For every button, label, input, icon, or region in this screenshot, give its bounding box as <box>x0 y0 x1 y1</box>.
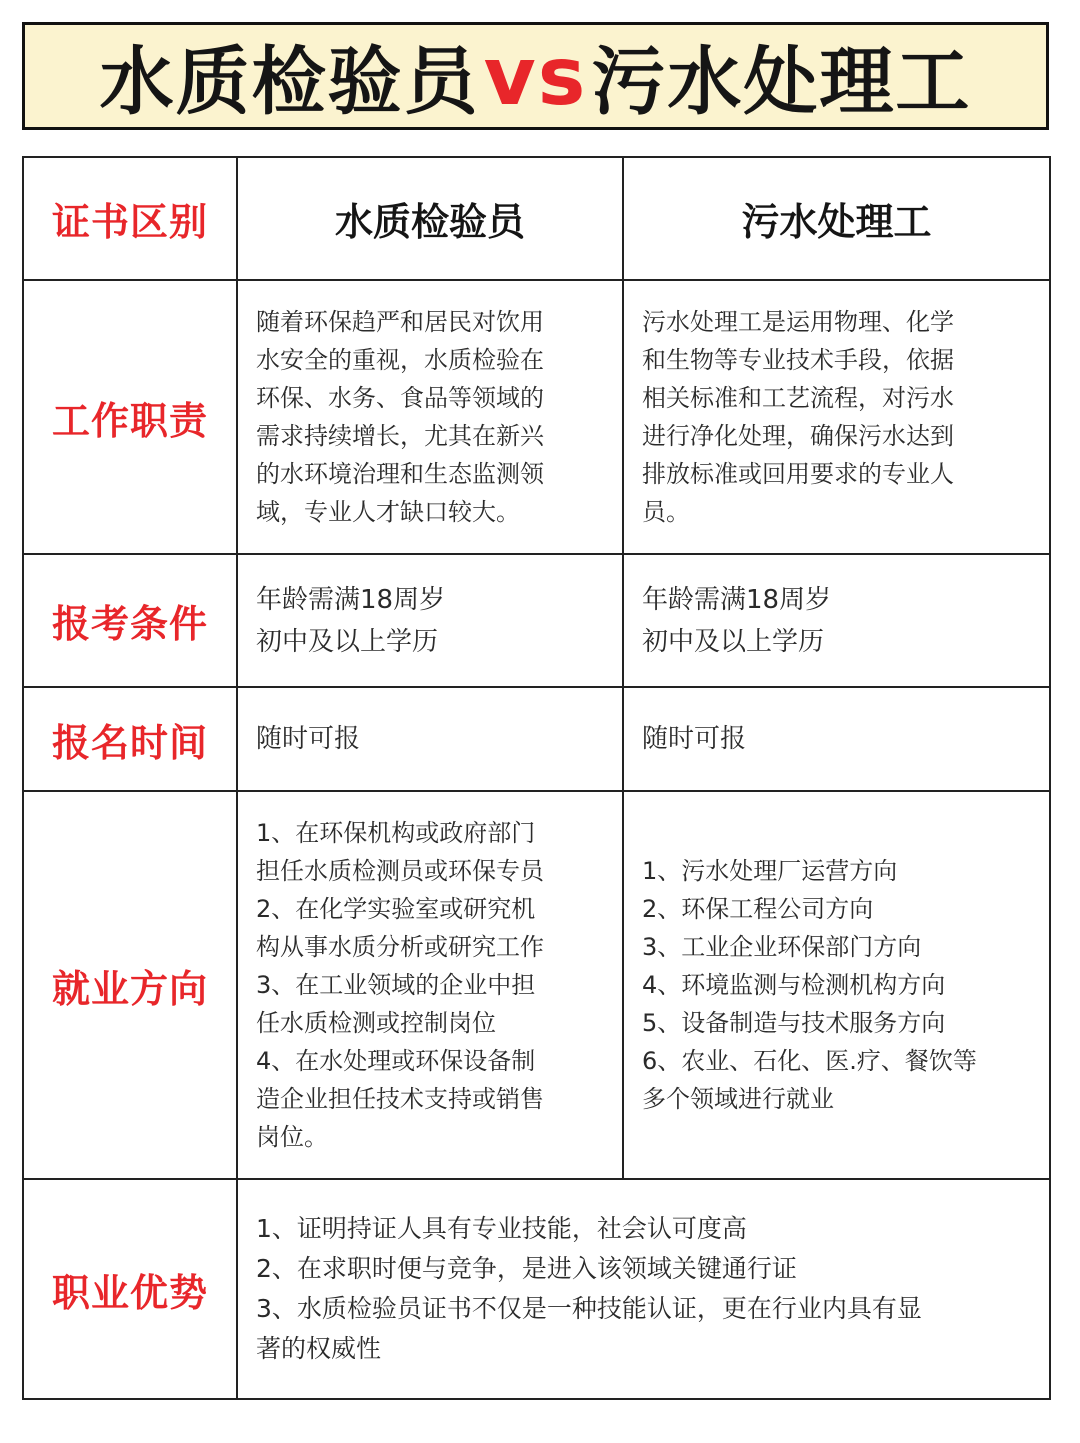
table-header-row <box>23 157 1050 280</box>
text-line: 多个领域进行就业 <box>642 1085 834 1113</box>
text-line: 的水环境治理和生态监测领 <box>256 460 544 488</box>
header-col-sewage: 污水处理工 <box>623 157 1050 280</box>
employment-inspector <box>237 791 623 1179</box>
text-line: 1、在环保机构或政府部门 <box>256 819 536 847</box>
text-line: 2、环保工程公司方向 <box>642 895 874 923</box>
text-line: 4、在水处理或环保设备制 <box>256 1047 536 1075</box>
table-row-advantage <box>23 1179 1050 1399</box>
text-line: 任水质检测或控制岗位 <box>256 1009 496 1037</box>
employment-sewage <box>623 791 1050 1179</box>
table-row-duty <box>23 280 1050 554</box>
text-line: 构从事水质分析或研究工作 <box>256 933 544 961</box>
text-line: 担任水质检测员或环保专员 <box>256 857 544 885</box>
text-line: 随着环保趋严和居民对饮用 <box>256 308 544 336</box>
text-line: 污水处理工是运用物理、化学 <box>642 308 954 336</box>
text-line: 3、工业企业环保部门方向 <box>642 933 922 961</box>
text-line: 域，专业人才缺口较大。 <box>256 498 520 526</box>
text-line: 3、水质检验员证书不仅是一种技能认证，更在行业内具有显 <box>256 1294 922 1323</box>
header-col-inspector: 水质检验员 <box>237 157 623 280</box>
title-left: 水质检验员 <box>99 39 480 125</box>
text-line: 初中及以上学历 <box>256 626 439 657</box>
text-line: 著的权威性 <box>256 1334 382 1363</box>
text-line: 3、在工业领域的企业中担 <box>256 971 536 999</box>
text-line: 环保、水务、食品等领域的 <box>256 384 544 412</box>
title-banner <box>22 22 1049 130</box>
text-line: 6、农业、石化、医.疗、餐饮等 <box>642 1047 977 1075</box>
text-line: 造企业担任技术支持或销售 <box>256 1085 544 1113</box>
text-line: 2、在化学实验室或研究机 <box>256 895 536 923</box>
text-line: 和生物等专业技术手段，依据 <box>642 346 954 374</box>
text-line: 员。 <box>642 498 690 526</box>
row-label-advantage: 职业优势 <box>23 1179 237 1399</box>
duty-sewage <box>623 280 1050 554</box>
text-line: 需求持续增长，尤其在新兴 <box>256 422 544 450</box>
conditions-inspector <box>237 554 623 687</box>
row-label-employment: 就业方向 <box>23 791 237 1179</box>
table-row-conditions <box>23 554 1050 687</box>
table-row-employment <box>23 791 1050 1179</box>
advantage-content <box>237 1179 1050 1399</box>
conditions-sewage <box>623 554 1050 687</box>
text-line: 1、证明持证人具有专业技能，社会认可度高 <box>256 1214 747 1243</box>
title-vs: vs <box>483 29 588 123</box>
title-right: 污水处理工 <box>591 39 972 125</box>
duty-inspector <box>237 280 623 554</box>
header-label: 证书区别 <box>23 157 237 280</box>
comparison-table <box>22 156 1051 1400</box>
text-line: 4、环境监测与检测机构方向 <box>642 971 946 999</box>
row-label-duty: 工作职责 <box>23 280 237 554</box>
text-line: 5、设备制造与技术服务方向 <box>642 1009 946 1037</box>
text-line: 年龄需满18周岁 <box>256 584 446 615</box>
table-row-signup-time <box>23 687 1050 791</box>
text-line: 相关标准和工艺流程，对污水 <box>642 384 954 412</box>
text-line: 水安全的重视，水质检验在 <box>256 346 544 374</box>
signup-time-inspector: 随时可报 <box>237 687 623 791</box>
text-line: 初中及以上学历 <box>642 626 825 657</box>
text-line: 年龄需满18周岁 <box>642 584 832 615</box>
text-line: 2、在求职时便与竞争，是进入该领域关键通行证 <box>256 1254 797 1283</box>
signup-time-sewage: 随时可报 <box>623 687 1050 791</box>
text-line: 岗位。 <box>256 1123 328 1151</box>
text-line: 进行净化处理，确保污水达到 <box>642 422 954 450</box>
text-line: 1、污水处理厂运营方向 <box>642 857 898 885</box>
row-label-signup-time: 报名时间 <box>23 687 237 791</box>
text-line: 排放标准或回用要求的专业人 <box>642 460 954 488</box>
row-label-conditions: 报考条件 <box>23 554 237 687</box>
